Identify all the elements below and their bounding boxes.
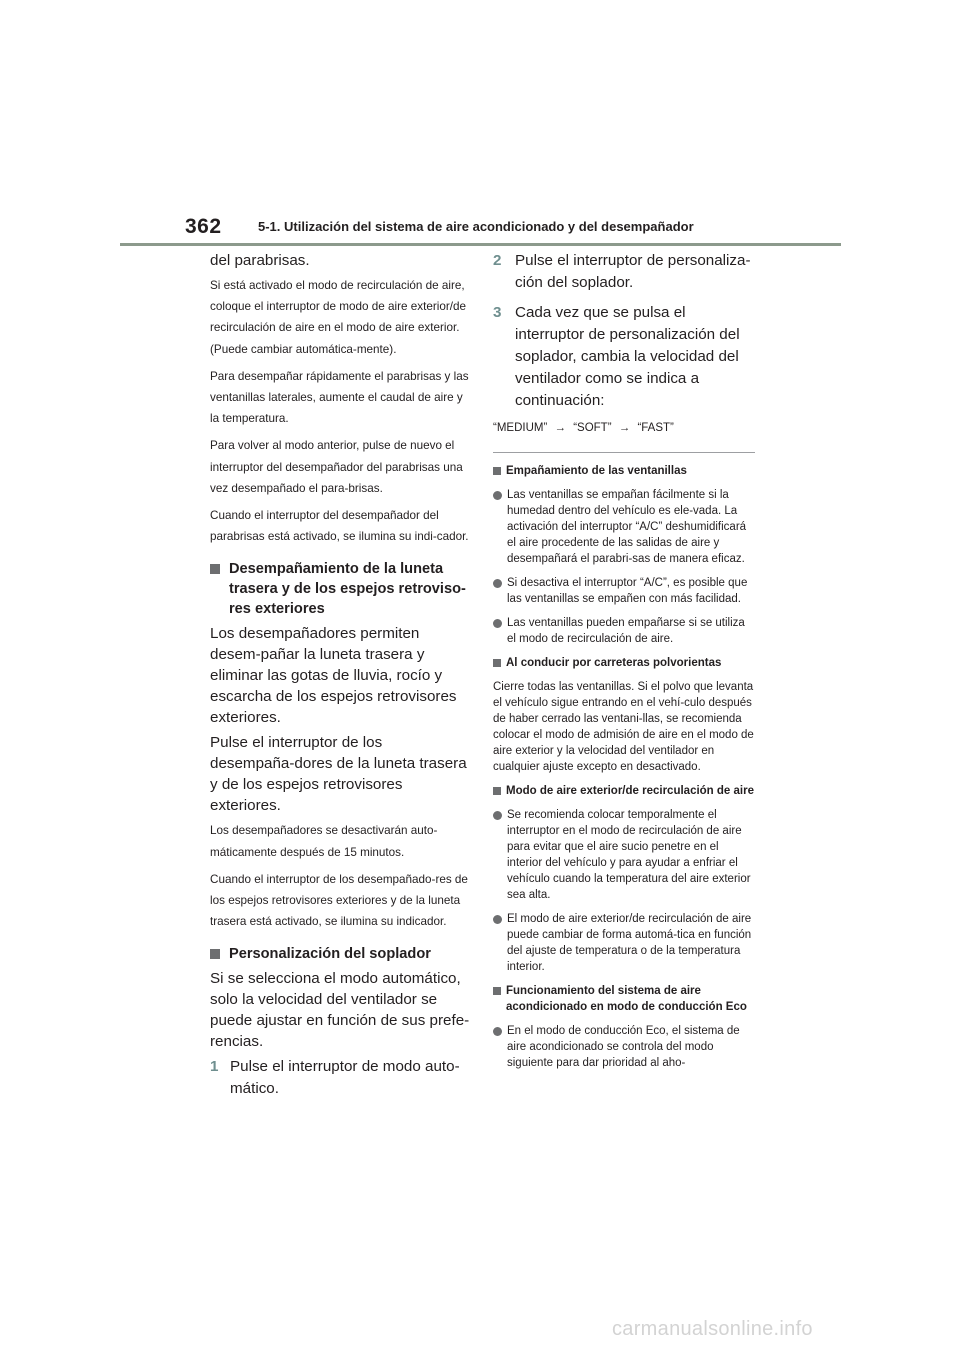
note-paragraph: Para desempañar rápidamente el parabrisas y las ventanillas laterales, aumente el caudal de aire y la temperatura. — [210, 369, 469, 426]
note-paragraph: Para volver al modo anterior, pulse de nuevo el interruptor del desempañador del parabrisas una vez desempañado el para-brisas. — [210, 439, 463, 495]
body-paragraph: Pulse el interruptor de los desempaña-dores de la luneta trasera y de los espejos retrovisores exteriores. — [210, 734, 467, 815]
list-item — [493, 487, 755, 567]
watermark: carmanualsonline.info — [612, 1318, 813, 1340]
body-paragraph: Cierre todas las ventanillas. Si el polvo que levanta el vehículo sigue entrando en el vehí-culo después de haber cerrado las ventani-llas, se recomienda colocar el modo de admisión de aire en el modo de aire exterior y la velocidad del ventilador en cualquier ajuste excepto en desactivado. — [493, 681, 754, 773]
step-text: Pulse el interruptor de personaliza-ción del soplador. — [515, 252, 751, 291]
step-number: 2 — [493, 252, 502, 269]
left-column — [210, 250, 470, 1108]
step-1 — [210, 1056, 470, 1100]
list-item — [493, 1023, 755, 1071]
body-paragraph: Si se selecciona el modo automático, solo la velocidad del ventilador se puede ajustar en función de sus prefe-rencias. — [210, 970, 470, 1051]
square-bullet-icon — [493, 787, 501, 795]
speed-fast: “FAST” — [637, 422, 674, 434]
list-item — [493, 575, 755, 607]
square-bullet-icon — [210, 564, 220, 574]
heading-text: Modo de aire exterior/de recirculación de aire — [506, 785, 754, 797]
list-item-text: El modo de aire exterior/de recirculación de aire puede cambiar de forma automá-tica en función del ajuste de temperatura o de la temperatura interior. — [507, 913, 752, 973]
fan-speed-sequence — [493, 420, 755, 436]
arrow-right-icon: → — [618, 422, 631, 434]
heading-blower — [210, 944, 470, 964]
heading-dusty-roads — [493, 655, 755, 671]
heading-rear-defogger — [210, 559, 470, 619]
heading-text: Empañamiento de las ventanillas — [506, 465, 687, 477]
speed-medium: “MEDIUM” — [493, 422, 548, 434]
square-bullet-icon — [493, 987, 501, 995]
note-paragraph: Cuando el interruptor de los desempañado-res de los espejos retrovisores exteriores y de la luneta trasera está activado, se ilumina su indicador. — [210, 872, 468, 929]
step-3 — [493, 302, 755, 412]
square-bullet-icon — [210, 949, 220, 959]
step-number: 1 — [210, 1058, 219, 1076]
divider — [493, 452, 755, 453]
heading-text: Funcionamiento del sistema de aire acondicionado en modo de conducción Eco — [506, 985, 747, 1013]
heading-fogging — [493, 463, 755, 479]
heading-text: Personalización del soplador — [229, 946, 431, 963]
circle-bullet-icon — [493, 491, 502, 500]
right-column — [493, 250, 755, 1079]
circle-bullet-icon — [493, 811, 502, 820]
circle-bullet-icon — [493, 1027, 502, 1036]
note-paragraph: Los desempañadores se desactivarán auto-máticamente después de 15 minutos. — [210, 824, 438, 859]
heading-text: Desempañamiento de la luneta trasera y de los espejos retroviso-res exteriores — [229, 561, 466, 618]
header-divider — [120, 243, 841, 246]
intro-text: del parabrisas. — [210, 252, 310, 269]
heading-eco-mode — [493, 983, 755, 1015]
list-item-text: Las ventanillas pueden empañarse si se utiliza el modo de recirculación de aire. — [507, 617, 745, 645]
step-text: Cada vez que se pulsa el interruptor de personalización del soplador, cambia la velocidad del ventilador como se indica a continuación: — [515, 304, 740, 409]
step-text: Pulse el interruptor de modo auto-mático. — [230, 1058, 460, 1098]
heading-text: Al conducir por carreteras polvorientas — [506, 657, 722, 669]
step-number: 3 — [493, 304, 502, 321]
heading-air-mode — [493, 783, 755, 799]
circle-bullet-icon — [493, 579, 502, 588]
list-item-text: Si desactiva el interruptor “A/C”, es posible que las ventanillas se empañen con más facilidad. — [507, 577, 748, 605]
list-item-text: Las ventanillas se empañan fácilmente si la humedad dentro del vehículo es ele-vada. La activación del interruptor “A/C” deshumidificará el aire procedente de las salidas de aire y desempañará el parabri-sas de manera eficaz. — [507, 489, 747, 565]
circle-bullet-icon — [493, 915, 502, 924]
square-bullet-icon — [493, 467, 501, 475]
section-title: 5-1. Utilización del sistema de aire acondicionado y del desempañador — [258, 219, 694, 234]
list-item-text: Se recomienda colocar temporalmente el interruptor en el modo de recirculación de aire para evitar que el aire sucio penetre en el interior del vehículo y para ayudar a enfriar el vehículo cuando la temperatura del aire exterior sea alta. — [507, 809, 751, 901]
page-number: 362 — [185, 215, 222, 238]
arrow-right-icon: → — [554, 422, 566, 434]
square-bullet-icon — [493, 659, 501, 667]
step-2 — [493, 250, 755, 294]
list-item — [493, 807, 755, 903]
body-paragraph: Los desempañadores permiten desem-pañar la luneta trasera y eliminar las gotas de lluvia, rocío y escarcha de los espejos retrovisores exteriores. — [210, 625, 457, 727]
circle-bullet-icon — [493, 619, 502, 628]
list-item — [493, 615, 755, 647]
note-paragraph: Si está activado el modo de recirculación de aire, coloque el interruptor de modo de aire exterior/de recirculación de aire en el modo de aire exterior. (Puede cambiar automática-mente). — [210, 279, 466, 356]
list-item — [493, 911, 755, 975]
list-item-text: En el modo de conducción Eco, el sistema de aire acondicionado se controla del modo siguiente para dar prioridad al aho- — [507, 1025, 740, 1069]
speed-soft: “SOFT” — [573, 422, 612, 434]
note-paragraph: Cuando el interruptor del desempañador del parabrisas está activado, se ilumina su indi-cador. — [210, 509, 469, 544]
